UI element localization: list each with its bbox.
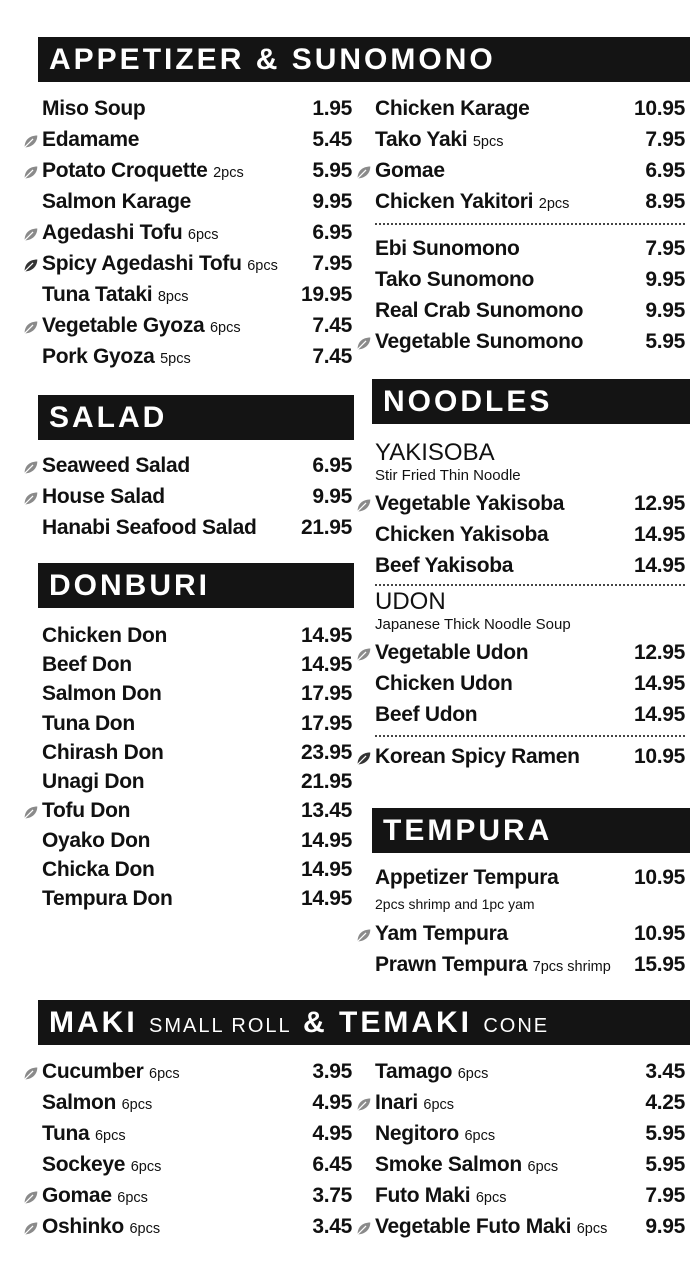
menu-item: [375, 699, 685, 730]
item-price: 5.95: [645, 1152, 685, 1176]
dotted-divider: [375, 223, 685, 225]
vegetarian-leaf-icon: [355, 1095, 372, 1112]
item-name-wrap: [375, 1122, 639, 1146]
vegetarian-leaf-icon: [355, 163, 372, 180]
item-name-wrap: [42, 190, 306, 214]
item-price: 9.95: [645, 1214, 685, 1238]
menu-item: [375, 1211, 685, 1242]
vegetarian-leaf-icon: [22, 1188, 39, 1205]
item-price: 6.95: [312, 453, 352, 477]
item-price: 9.95: [645, 267, 685, 291]
item-name-wrap: [375, 330, 639, 354]
menu-item: [375, 124, 685, 155]
item-name-wrap: [375, 922, 628, 946]
item-name-wrap: [375, 866, 628, 890]
item-pieces: 6pcs: [576, 1220, 608, 1237]
item-name: Vegetable Gyoza: [42, 313, 205, 337]
item-price: 7.95: [312, 251, 352, 275]
item-pieces: 6pcs: [130, 1158, 162, 1175]
item-name-wrap: [42, 1215, 306, 1239]
item-name: Edamame: [42, 127, 140, 151]
item-name: Tuna Don: [42, 711, 135, 735]
item-pieces: 6pcs: [457, 1065, 489, 1082]
item-price: 4.95: [312, 1090, 352, 1114]
item-price: 6.95: [645, 158, 685, 182]
menu-item: [42, 1118, 352, 1149]
item-price: 1.95: [312, 96, 352, 120]
item-name-wrap: [42, 454, 306, 478]
item-name-wrap: [42, 283, 295, 307]
menu-item: [42, 1056, 352, 1087]
item-name: Miso Soup: [42, 96, 146, 120]
item-name-wrap: [375, 1184, 639, 1208]
item-name: Prawn Tempura: [375, 952, 528, 976]
menu-item: [375, 1056, 685, 1087]
item-price: 19.95: [300, 282, 352, 306]
vegetarian-leaf-icon: [22, 1219, 39, 1236]
item-price: 23.95: [300, 740, 352, 764]
item-price: 9.95: [645, 298, 685, 322]
item-price: 8.95: [645, 189, 685, 213]
menu-item: [375, 949, 685, 980]
vegetarian-leaf-icon: [22, 458, 39, 475]
item-name-wrap: [42, 314, 306, 338]
item-price: 3.95: [312, 1059, 352, 1083]
item-name-wrap: [42, 829, 295, 853]
menu-item: [42, 93, 352, 124]
item-price: 7.95: [645, 1183, 685, 1207]
menu-item: [42, 186, 352, 217]
item-name-wrap: [42, 128, 306, 152]
maki-subtitle: SMALL ROLL: [149, 1015, 292, 1037]
vegetarian-leaf-icon: [22, 803, 39, 820]
item-name: Beef Yakisoba: [375, 553, 514, 577]
item-name: Chicken Udon: [375, 671, 513, 695]
item-price: 10.95: [633, 96, 685, 120]
item-name: Korean Spicy Ramen: [375, 744, 580, 768]
appetizer-right-top: [375, 93, 685, 217]
item-price: 5.95: [645, 329, 685, 353]
item-name: Vegetable Futo Maki: [375, 1214, 572, 1238]
item-name-wrap: [42, 887, 295, 911]
vegetarian-leaf-icon: [22, 225, 39, 242]
item-pieces: 6pcs: [247, 257, 278, 274]
item-price: 7.95: [645, 127, 685, 151]
item-price: 5.95: [645, 1121, 685, 1145]
item-name-wrap: [375, 1091, 639, 1115]
appetizer-right-list: [375, 93, 685, 357]
menu-item: [42, 709, 352, 738]
item-name: Hanabi Seafood Salad: [42, 515, 257, 539]
menu-item: [42, 341, 352, 372]
item-name: Appetizer Tempura: [375, 866, 559, 889]
item-name: Yam Tempura: [375, 921, 508, 945]
item-price: 14.95: [633, 702, 685, 726]
menu-item: [42, 1087, 352, 1118]
menu-item: [375, 155, 685, 186]
temaki-title: & TEMAKI: [303, 1006, 472, 1039]
menu-item: [42, 1211, 352, 1242]
item-pieces: 6pcs: [464, 1127, 496, 1144]
item-name: Vegetable Yakisoba: [375, 491, 565, 515]
tempura-title: TEMPURA: [383, 814, 553, 847]
item-price: 15.95: [633, 952, 685, 976]
item-price: 4.25: [645, 1090, 685, 1114]
item-name-wrap: [375, 268, 639, 292]
item-pieces: 6pcs: [475, 1189, 507, 1206]
item-name-wrap: [375, 237, 639, 261]
menu-item: [42, 124, 352, 155]
vegetarian-leaf-icon: [355, 334, 372, 351]
ramen-list: [375, 741, 685, 772]
salad-title: SALAD: [49, 401, 168, 434]
menu-item: [42, 855, 352, 884]
menu-item: [42, 650, 352, 679]
item-name-wrap: [42, 252, 306, 276]
item-name-wrap: [375, 190, 639, 214]
item-name-wrap: [375, 128, 639, 152]
menu-item: [42, 217, 352, 248]
item-name: Chirash Don: [42, 740, 164, 764]
menu-item: [42, 279, 352, 310]
item-name-wrap: [375, 1060, 639, 1084]
item-name: Chicken Karage: [375, 96, 530, 120]
item-price: 10.95: [633, 744, 685, 768]
menu-item: [42, 680, 352, 709]
item-price: 12.95: [633, 640, 685, 664]
menu-item: [375, 637, 685, 668]
item-price: 5.45: [312, 127, 352, 151]
item-price: 14.95: [633, 671, 685, 695]
menu-item: [42, 797, 352, 826]
dotted-divider: [375, 735, 685, 737]
menu-item: [42, 767, 352, 796]
vegetarian-leaf-icon: [22, 489, 39, 506]
menu-item: [375, 233, 685, 264]
item-price: 7.45: [312, 313, 352, 337]
maki-left-list: [42, 1056, 352, 1242]
item-name-wrap: [42, 1122, 306, 1146]
item-name: Gomae: [375, 158, 445, 182]
donburi-list: [42, 621, 352, 914]
menu-item: [375, 326, 685, 357]
appetizer-header: [38, 37, 690, 82]
item-name: Inari: [375, 1090, 418, 1114]
tempura-header: [372, 808, 690, 853]
sunomono-list: [375, 233, 685, 357]
item-pieces: 2pcs: [538, 195, 570, 212]
item-name-wrap: [42, 1184, 306, 1208]
noodles-header: [372, 379, 690, 424]
item-name-wrap: [42, 221, 306, 245]
item-name-wrap: [42, 682, 295, 706]
item-name-wrap: [375, 523, 628, 547]
item-price: 10.95: [633, 866, 685, 889]
item-price: 9.95: [312, 484, 352, 508]
item-name: Tuna Tataki: [42, 282, 153, 306]
menu-item: [375, 550, 685, 581]
temaki-subtitle: CONE: [483, 1015, 550, 1037]
item-name-wrap: [375, 97, 628, 121]
menu-item: [42, 310, 352, 341]
item-price: 14.95: [300, 623, 352, 647]
menu-item: [375, 918, 685, 949]
item-pieces: 6pcs: [129, 1220, 161, 1237]
item-pieces: 6pcs: [209, 319, 241, 336]
menu-item: [375, 866, 685, 918]
menu-item: [375, 93, 685, 124]
item-name: Chicken Yakisoba: [375, 522, 549, 546]
menu-item: [375, 741, 685, 772]
item-name-wrap: [42, 1091, 306, 1115]
udon-description: Japanese Thick Noodle Soup: [375, 616, 571, 633]
maki-right-list: [375, 1056, 685, 1242]
item-name: Oshinko: [42, 1214, 124, 1238]
item-name: Pork Gyoza: [42, 344, 155, 368]
menu-item: [42, 155, 352, 186]
item-price: 7.45: [312, 344, 352, 368]
menu-item: [42, 450, 352, 481]
item-name: Oyako Don: [42, 828, 151, 852]
item-price: 6.95: [312, 220, 352, 244]
item-name: Beef Don: [42, 652, 132, 676]
item-name: Chicka Don: [42, 858, 155, 882]
item-price: 14.95: [633, 553, 685, 577]
item-price: 4.95: [312, 1121, 352, 1145]
appetizer-left-list: [42, 93, 352, 372]
item-name: Tamago: [375, 1059, 453, 1083]
menu-item: [42, 1180, 352, 1211]
item-name: Chicken Don: [42, 623, 168, 647]
appetizer-title: APPETIZER & SUNOMONO: [49, 43, 496, 76]
item-name-wrap: [42, 624, 295, 648]
menu-item: [42, 826, 352, 855]
item-name: Futo Maki: [375, 1183, 471, 1207]
item-name-wrap: [42, 712, 295, 736]
menu-item: [375, 519, 685, 550]
item-price: 5.95: [312, 158, 352, 182]
item-name: Tempura Don: [42, 887, 173, 911]
item-pieces: 6pcs: [121, 1096, 153, 1113]
item-price: 13.45: [300, 799, 352, 823]
item-price: 14.95: [300, 887, 352, 911]
item-name-wrap: [42, 1153, 306, 1177]
menu-item: [375, 295, 685, 326]
item-pieces: 6pcs: [117, 1189, 148, 1206]
item-name: House Salad: [42, 484, 165, 508]
item-name: Tako Yaki: [375, 127, 468, 151]
item-price: 12.95: [633, 491, 685, 515]
menu-item: [375, 186, 685, 217]
item-name: Gomae: [42, 1183, 112, 1207]
item-name-wrap: [375, 703, 628, 727]
spicy-leaf-icon: [355, 749, 372, 766]
menu-item: [42, 481, 352, 512]
menu-item: [375, 1180, 685, 1211]
item-price: 3.75: [312, 1183, 352, 1207]
item-pieces: 8pcs: [157, 288, 189, 305]
tempura-list: [375, 866, 685, 980]
menu-item: [375, 264, 685, 295]
item-pieces: 5pcs: [160, 350, 191, 367]
yakisoba-heading: YAKISOBA: [375, 439, 495, 466]
item-pieces: 2pcs: [213, 164, 244, 181]
item-description: 2pcs shrimp and 1pc yam: [375, 896, 535, 912]
item-name-wrap: [375, 159, 639, 183]
item-name-wrap: [375, 672, 628, 696]
item-name: Salmon Karage: [42, 189, 191, 213]
item-price: 14.95: [300, 858, 352, 882]
yakisoba-list: [375, 488, 685, 581]
menu-item: [42, 621, 352, 650]
item-name-wrap: [375, 953, 628, 977]
item-name: Salmon Don: [42, 682, 162, 706]
menu-item: [375, 1118, 685, 1149]
item-name: Smoke Salmon: [375, 1152, 522, 1176]
item-price: 7.95: [645, 236, 685, 260]
item-price: 3.45: [312, 1214, 352, 1238]
item-name: Real Crab Sunomono: [375, 298, 584, 322]
menu-item: [375, 1087, 685, 1118]
vegetarian-leaf-icon: [355, 496, 372, 513]
item-name: Ebi Sunomono: [375, 236, 520, 260]
donburi-title: DONBURI: [49, 569, 210, 602]
item-name-wrap: [42, 741, 295, 765]
item-name: Tako Sunomono: [375, 267, 535, 291]
item-name: Chicken Yakitori: [375, 189, 534, 213]
item-price: 14.95: [633, 522, 685, 546]
item-name-wrap: [375, 1215, 639, 1239]
vegetarian-leaf-icon: [22, 163, 39, 180]
item-name-wrap: [375, 299, 639, 323]
item-name-wrap: [42, 770, 295, 794]
item-pieces: 5pcs: [472, 133, 504, 150]
menu-item: [375, 1149, 685, 1180]
item-pieces: 6pcs: [527, 1158, 559, 1175]
item-name: Tofu Don: [42, 799, 131, 823]
item-name-wrap: [42, 858, 295, 882]
item-name-wrap: [42, 1060, 306, 1084]
vegetarian-leaf-icon: [22, 318, 39, 335]
item-price: 14.95: [300, 652, 352, 676]
noodles-title: NOODLES: [383, 385, 553, 418]
item-name-wrap: [375, 554, 628, 578]
item-name: Potato Croquette: [42, 158, 208, 182]
item-price: 21.95: [300, 515, 352, 539]
menu-item: [375, 668, 685, 699]
item-price: 14.95: [300, 828, 352, 852]
maki-header: [38, 1000, 690, 1045]
item-name: Vegetable Sunomono: [375, 329, 584, 353]
salad-header: [38, 395, 354, 440]
vegetarian-leaf-icon: [22, 1064, 39, 1081]
donburi-header: [38, 563, 354, 608]
item-name-wrap: [42, 653, 295, 677]
item-name: Cucumber: [42, 1059, 144, 1083]
item-name-wrap: [42, 159, 306, 183]
item-name: Seaweed Salad: [42, 453, 190, 477]
spicy-leaf-icon: [22, 256, 39, 273]
item-name: Negitoro: [375, 1121, 459, 1145]
menu-item: [42, 248, 352, 279]
item-price: 17.95: [300, 682, 352, 706]
item-price: 17.95: [300, 711, 352, 735]
item-pieces: 6pcs: [423, 1096, 455, 1113]
menu-item: [42, 885, 352, 914]
menu-item: [42, 512, 352, 543]
yakisoba-description: Stir Fried Thin Noodle: [375, 467, 521, 484]
item-name-wrap: [375, 745, 628, 769]
item-name: Spicy Agedashi Tofu: [42, 251, 242, 275]
dotted-divider: [375, 584, 685, 586]
salad-list: [42, 450, 352, 543]
item-name-wrap: [42, 345, 306, 369]
item-name-wrap: [375, 641, 628, 665]
item-price: 3.45: [645, 1059, 685, 1083]
item-price: 10.95: [633, 921, 685, 945]
vegetarian-leaf-icon: [22, 132, 39, 149]
item-name: Salmon: [42, 1090, 117, 1114]
item-price: 6.45: [312, 1152, 352, 1176]
item-pieces: 7pcs shrimp: [532, 958, 611, 975]
item-price: 9.95: [312, 189, 352, 213]
vegetarian-leaf-icon: [355, 1219, 372, 1236]
item-name: Beef Udon: [375, 702, 478, 726]
item-name-wrap: [375, 1153, 639, 1177]
item-name: Sockeye: [42, 1152, 126, 1176]
maki-title: MAKI: [49, 1006, 138, 1039]
item-name-wrap: [42, 97, 306, 121]
item-name: Unagi Don: [42, 770, 145, 794]
udon-list: [375, 637, 685, 730]
vegetarian-leaf-icon: [355, 645, 372, 662]
item-pieces: 6pcs: [94, 1127, 126, 1144]
noodles-list: [375, 437, 685, 772]
item-name-wrap: [42, 485, 306, 509]
menu-item: [42, 1149, 352, 1180]
menu-item: [375, 488, 685, 519]
item-name: Agedashi Tofu: [42, 220, 183, 244]
item-name-wrap: [42, 516, 295, 540]
item-pieces: 6pcs: [149, 1065, 180, 1082]
item-pieces: 6pcs: [187, 226, 219, 243]
item-name: Vegetable Udon: [375, 640, 529, 664]
item-name: Tuna: [42, 1121, 90, 1145]
udon-heading: UDON: [375, 588, 446, 615]
vegetarian-leaf-icon: [355, 926, 372, 943]
item-name-wrap: [375, 492, 628, 516]
item-name-wrap: [42, 799, 295, 823]
item-price: 21.95: [300, 770, 352, 794]
menu-item: [42, 738, 352, 767]
